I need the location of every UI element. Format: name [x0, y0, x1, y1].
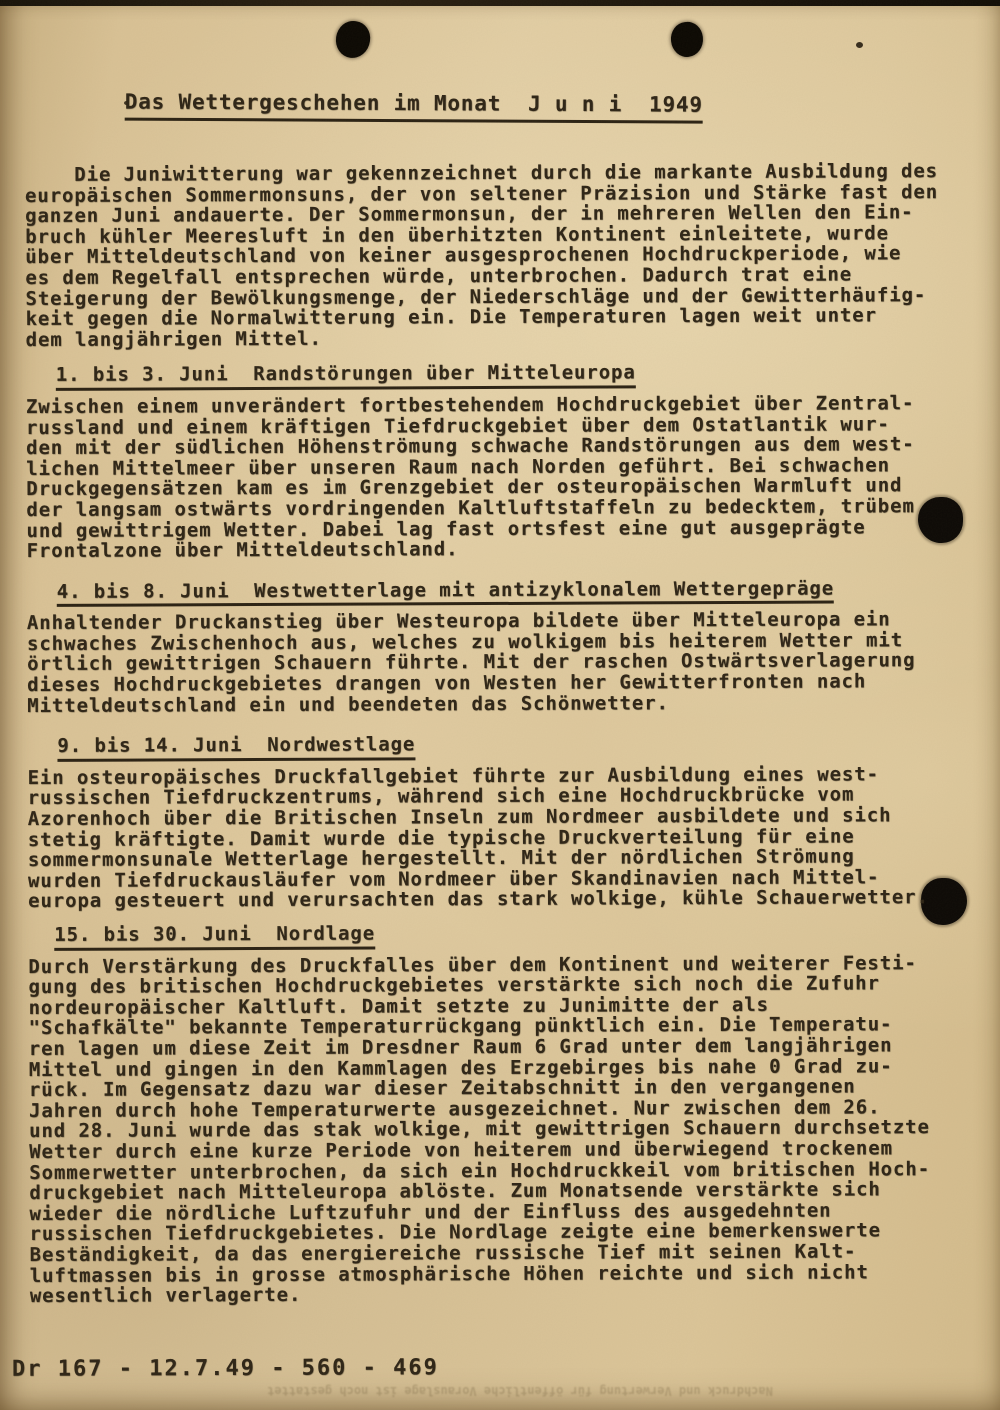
section-4: [54, 921, 962, 951]
title-block: [125, 90, 959, 125]
section-2-heading: 4. bis 8. Juni Westwetterlage mit antizyklonalem Wettergepräge: [57, 578, 834, 607]
intro-paragraph: Die Juniwitterung war gekennzeichnet durch die markante Ausbildung des europäischen Sommermonsuns, der von seltener Präzision und Stärke fast den ganzen Juni andauerte. Der Sommermonsun, der in mehreren Wellen den Ein- bruch kühler Meeresluft in den überhitzten Kontinent einleitete, wurde über Mitteldeutschland von keiner ausgesprochenen Hochdruckperiode, wie es dem Regelfall entsprechen würde, unterbrochen. Dadurch trat eine Steigerung der Bewölkungsmenge, der Niederschläge und der Gewitterhäufig- keit gegen die Normalwitterung ein. Die Temperaturen lagen weit unter dem langjährigen Mittel.: [24, 160, 939, 351]
document-title: Das Wettergeschehen im Monat J u n i 1949: [125, 90, 703, 124]
section-3-body: Ein osteuropäisches Druckfallgebiet führte zur Ausbildung eines west- russischen Tiefdruckzentrums, während sich eine Hochdruckbrücke vom Azorenhoch über die Britischen Inseln zum Nordmeer ausbildete und sich stetig kräftigte. Damit wurde die typische Druckverteilung für eine sommermonsunale Wetterlage hergestellt. Mit der nördlichen Strömung wurden Tiefdruckausläufer vom Nordmeer über Skandinavien nach Mittel- europa gesteuert und verursachten das stark wolkige, kühle Schauerwetter.: [27, 763, 929, 913]
document-reference-number: Dr 167 - 12.7.49 - 560 - 469: [11, 1355, 439, 1382]
section-1: [56, 361, 960, 391]
bleedthrough-text: Nachdruck und Verwertung für öffentliche Vorauslage ist noch gestattet: [267, 1384, 773, 1398]
section-2: [57, 578, 961, 608]
section-4-body: Durch Verstärkung des Druckfalles über dem Kontinent und weiterer Festi- gung des britischen Hochdruckgebietes verstärkte sich noch die Zufuhr nordeuropäischer Kaltluft. Damit setzte zu Junimitte der als "Schafkälte" bekannte Temperaturrückgang pünktlich ein. Die Temperatu- ren lagen um diese Zeit im Dresdner Raum 6 Grad unter dem langjährigen Mittel und gingen in den Kammlagen des Erzgebirges bis nahe 0 Grad zu- rück. Im Gegensatz dazu war dieser Zeitabschnitt in den vergangenen Jahren durch hohe Temperaturwerte ausgezeichnet. Nur zwischen dem 26. und 28. Juni wurde das stak wolkige, mit gewittrigen Schauern durchsetzte Wetter durch eine kurze Periode von heiterem und überwiegend trockenem Sommerwetter unterbrochen, da sich ein Hochdruckkeil vom britischen Hoch- druckgebiet nach Mitteleuropa ablöste. Zum Monatsende verstärkte sich wieder die nördliche Luftzufuhr und der Einfluss des ausgedehnten russischen Tiefdruckgebietes. Die Nordlage zeigte eine bemerkenswerte Beständigkeit, da das energiereiche russische Tief mit seinen Kalt- luftmassen bis in grosse atmosphärische Höhen reichte und sich nicht wesentlich verlagerte.: [28, 951, 931, 1308]
section-1-body: Zwischen einem unverändert fortbestehendem Hochdruckgebiet über Zentral- russland und einem kräftigen Tiefdruckgebiet über dem Ostatlantik wur- den mit der südlichen Höhenströmung schwache Randstörungen aus dem west- lichen Mittelmeer über unseren Raum nach Norden geführt. Bei schwachen Druckgegensätzen kam es im Grenzgebiet der osteuropäischen Warmluft und der langsam ostwärts vordringenden Kaltluftstaffeln zu bedecktem, trübem und gewittrigem Wetter. Dabei lag fast ortsfest eine gut ausgeprägte Frontalzone über Mitteldeutschland.: [25, 392, 915, 563]
document-body: [24, 0, 964, 1307]
section-3-heading: 9. bis 14. Juni Nordwestlage: [57, 735, 415, 762]
section-3: [57, 732, 961, 762]
section-1-heading: 1. bis 3. Juni Randstörungen über Mitteleuropa: [56, 363, 636, 391]
section-4-heading: 15. bis 30. Juni Nordlage: [54, 924, 375, 951]
section-2-body: Anhaltender Druckanstieg über Westeuropa bildete über Mitteleuropa ein schwaches Zwischenhoch aus, welches zu wolkigem bis heiterem Wetter mit örtlich gewittrigen Schauern führte. Mit der raschen Ostwärtsverlagerung dieses Hochdruckgebietes drangen von Westen her Gewitterfronten nach Mitteldeutschland ein und beendeten das Schönwetter.: [26, 608, 916, 717]
